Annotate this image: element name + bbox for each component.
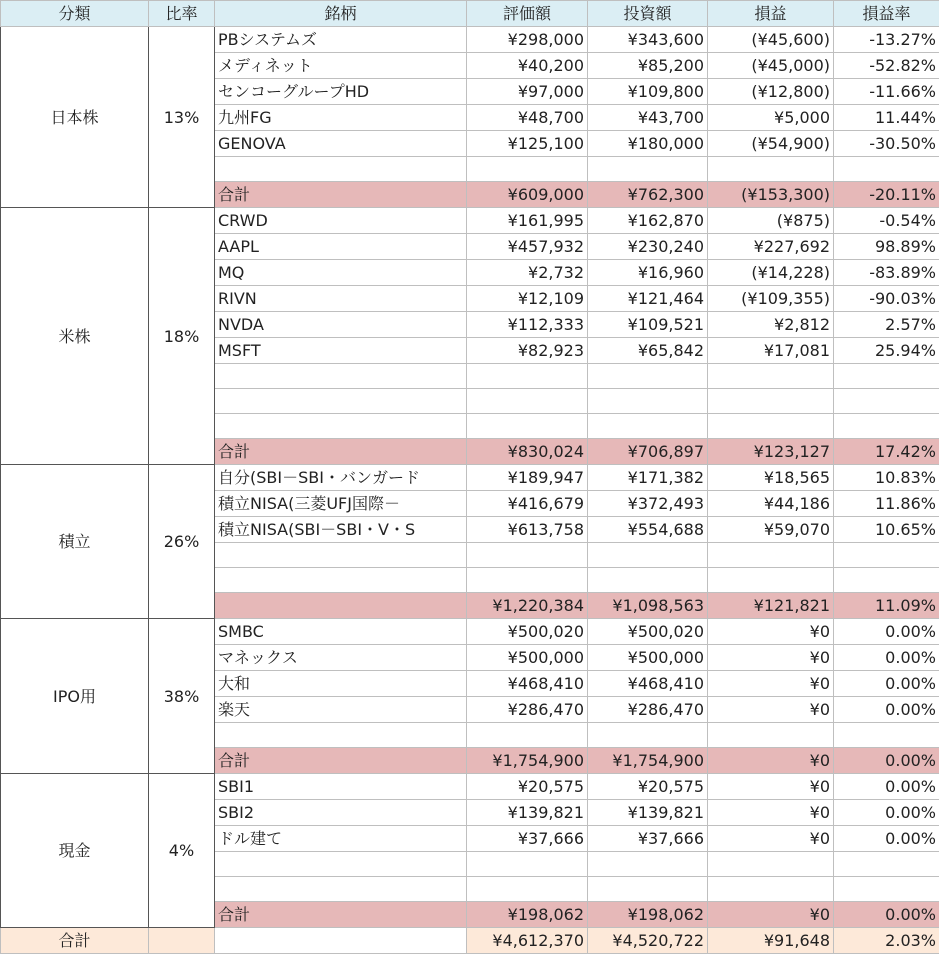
- subtotal-invest[interactable]: ¥706,897: [588, 439, 708, 465]
- pl-cell[interactable]: ¥0: [708, 800, 834, 826]
- subtotal-invest[interactable]: ¥762,300: [588, 182, 708, 208]
- empty-cell[interactable]: [215, 723, 467, 748]
- invest-cell[interactable]: ¥139,821: [588, 800, 708, 826]
- empty-cell[interactable]: [708, 364, 834, 389]
- pl-cell[interactable]: ¥44,186: [708, 491, 834, 517]
- grand-total-rate[interactable]: 2.03%: [834, 928, 939, 954]
- header-cell-pl[interactable]: 損益: [708, 1, 834, 27]
- subtotal-rate[interactable]: 17.42%: [834, 439, 939, 465]
- table-row: [1, 465, 939, 491]
- name-cell[interactable]: SMBC: [215, 619, 467, 645]
- invest-cell[interactable]: ¥230,240: [588, 234, 708, 260]
- pl-cell[interactable]: ¥17,081: [708, 338, 834, 364]
- ratio-cell[interactable]: 13%: [149, 27, 215, 208]
- invest-cell[interactable]: ¥171,382: [588, 465, 708, 491]
- subtotal-pl[interactable]: (¥153,300): [708, 182, 834, 208]
- name-cell[interactable]: GENOVA: [215, 131, 467, 157]
- value-cell[interactable]: ¥12,109: [467, 286, 588, 312]
- value-cell[interactable]: ¥286,470: [467, 697, 588, 723]
- category-cell[interactable]: 現金: [1, 774, 149, 928]
- invest-cell[interactable]: ¥500,000: [588, 645, 708, 671]
- invest-cell[interactable]: ¥180,000: [588, 131, 708, 157]
- grand-total-label[interactable]: 合計: [1, 928, 149, 954]
- category-cell[interactable]: 米株: [1, 208, 149, 465]
- value-cell[interactable]: ¥112,333: [467, 312, 588, 338]
- value-cell[interactable]: ¥125,100: [467, 131, 588, 157]
- subtotal-rate[interactable]: 0.00%: [834, 748, 939, 774]
- grand-total-row: [1, 928, 939, 954]
- name-cell[interactable]: 積立NISA(SBI－SBI・V・S: [215, 517, 467, 543]
- name-cell[interactable]: RIVN: [215, 286, 467, 312]
- empty-cell[interactable]: [215, 414, 467, 439]
- rate-cell[interactable]: 10.65%: [834, 517, 939, 543]
- grand-total-ratio[interactable]: [149, 928, 215, 954]
- rate-cell[interactable]: -83.89%: [834, 260, 939, 286]
- rate-cell[interactable]: -0.54%: [834, 208, 939, 234]
- pl-cell[interactable]: ¥0: [708, 826, 834, 852]
- value-cell[interactable]: ¥416,679: [467, 491, 588, 517]
- value-cell[interactable]: ¥613,758: [467, 517, 588, 543]
- category-cell[interactable]: 積立: [1, 465, 149, 619]
- name-cell[interactable]: AAPL: [215, 234, 467, 260]
- category-cell[interactable]: 日本株: [1, 27, 149, 208]
- value-cell[interactable]: ¥457,932: [467, 234, 588, 260]
- name-cell[interactable]: 自分(SBI－SBI・バンガード: [215, 465, 467, 491]
- empty-cell[interactable]: [708, 568, 834, 593]
- pl-cell[interactable]: ¥0: [708, 774, 834, 800]
- empty-cell[interactable]: [467, 723, 588, 748]
- invest-cell[interactable]: ¥20,575: [588, 774, 708, 800]
- value-cell[interactable]: ¥500,020: [467, 619, 588, 645]
- empty-cell[interactable]: [215, 157, 467, 182]
- subtotal-label[interactable]: 合計: [215, 748, 467, 774]
- empty-cell[interactable]: [467, 568, 588, 593]
- value-cell[interactable]: ¥82,923: [467, 338, 588, 364]
- subtotal-pl[interactable]: ¥0: [708, 748, 834, 774]
- pl-cell[interactable]: (¥875): [708, 208, 834, 234]
- grand-total-name[interactable]: [215, 928, 467, 954]
- empty-cell[interactable]: [708, 852, 834, 877]
- pl-cell[interactable]: ¥0: [708, 645, 834, 671]
- rate-cell[interactable]: 0.00%: [834, 800, 939, 826]
- name-cell[interactable]: 楽天: [215, 697, 467, 723]
- invest-cell[interactable]: ¥162,870: [588, 208, 708, 234]
- empty-cell[interactable]: [467, 157, 588, 182]
- value-cell[interactable]: ¥139,821: [467, 800, 588, 826]
- empty-cell[interactable]: [834, 364, 939, 389]
- rate-cell[interactable]: 10.83%: [834, 465, 939, 491]
- rate-cell[interactable]: 11.86%: [834, 491, 939, 517]
- pl-cell[interactable]: (¥45,600): [708, 27, 834, 53]
- invest-cell[interactable]: ¥109,800: [588, 79, 708, 105]
- ratio-cell[interactable]: 38%: [149, 619, 215, 774]
- rate-cell[interactable]: 0.00%: [834, 671, 939, 697]
- subtotal-value[interactable]: ¥830,024: [467, 439, 588, 465]
- grand-total-invest[interactable]: ¥4,520,722: [588, 928, 708, 954]
- rate-cell[interactable]: 0.00%: [834, 645, 939, 671]
- pl-cell[interactable]: (¥45,000): [708, 53, 834, 79]
- header-cell-name[interactable]: 銘柄: [215, 1, 467, 27]
- subtotal-label[interactable]: 合計: [215, 439, 467, 465]
- rate-cell[interactable]: -52.82%: [834, 53, 939, 79]
- empty-cell[interactable]: [467, 364, 588, 389]
- empty-cell[interactable]: [215, 389, 467, 414]
- empty-cell[interactable]: [467, 414, 588, 439]
- empty-cell[interactable]: [708, 723, 834, 748]
- empty-cell[interactable]: [588, 877, 708, 902]
- value-cell[interactable]: ¥48,700: [467, 105, 588, 131]
- invest-cell[interactable]: ¥37,666: [588, 826, 708, 852]
- invest-cell[interactable]: ¥16,960: [588, 260, 708, 286]
- invest-cell[interactable]: ¥65,842: [588, 338, 708, 364]
- empty-cell[interactable]: [834, 157, 939, 182]
- subtotal-label[interactable]: 合計: [215, 182, 467, 208]
- subtotal-label[interactable]: 合計: [215, 902, 467, 928]
- header-cell-invest[interactable]: 投資額: [588, 1, 708, 27]
- name-cell[interactable]: メディネット: [215, 53, 467, 79]
- rate-cell[interactable]: 11.44%: [834, 105, 939, 131]
- empty-cell[interactable]: [467, 389, 588, 414]
- invest-cell[interactable]: ¥109,521: [588, 312, 708, 338]
- name-cell[interactable]: 大和: [215, 671, 467, 697]
- empty-cell[interactable]: [708, 414, 834, 439]
- name-cell[interactable]: SBI2: [215, 800, 467, 826]
- pl-cell[interactable]: ¥0: [708, 697, 834, 723]
- rate-cell[interactable]: -13.27%: [834, 27, 939, 53]
- empty-cell[interactable]: [834, 877, 939, 902]
- empty-cell[interactable]: [588, 543, 708, 568]
- subtotal-rate[interactable]: 0.00%: [834, 902, 939, 928]
- empty-cell[interactable]: [215, 852, 467, 877]
- ratio-cell[interactable]: 26%: [149, 465, 215, 619]
- invest-cell[interactable]: ¥43,700: [588, 105, 708, 131]
- empty-cell[interactable]: [215, 568, 467, 593]
- grand-total-pl[interactable]: ¥91,648: [708, 928, 834, 954]
- value-cell[interactable]: ¥2,732: [467, 260, 588, 286]
- rate-cell[interactable]: -90.03%: [834, 286, 939, 312]
- pl-cell[interactable]: ¥0: [708, 619, 834, 645]
- value-cell[interactable]: ¥500,000: [467, 645, 588, 671]
- subtotal-value[interactable]: ¥1,220,384: [467, 593, 588, 619]
- rate-cell[interactable]: 0.00%: [834, 697, 939, 723]
- header-cell-value[interactable]: 評価額: [467, 1, 588, 27]
- subtotal-invest[interactable]: ¥1,098,563: [588, 593, 708, 619]
- rate-cell[interactable]: 0.00%: [834, 774, 939, 800]
- empty-cell[interactable]: [834, 389, 939, 414]
- subtotal-value[interactable]: ¥609,000: [467, 182, 588, 208]
- pl-cell[interactable]: (¥14,228): [708, 260, 834, 286]
- name-cell[interactable]: センコーグループHD: [215, 79, 467, 105]
- subtotal-rate[interactable]: 11.09%: [834, 593, 939, 619]
- header-row: [1, 1, 939, 27]
- name-cell[interactable]: NVDA: [215, 312, 467, 338]
- subtotal-pl[interactable]: ¥0: [708, 902, 834, 928]
- invest-cell[interactable]: ¥286,470: [588, 697, 708, 723]
- value-cell[interactable]: ¥161,995: [467, 208, 588, 234]
- empty-cell[interactable]: [834, 723, 939, 748]
- invest-cell[interactable]: ¥500,020: [588, 619, 708, 645]
- empty-cell[interactable]: [215, 877, 467, 902]
- name-cell[interactable]: MSFT: [215, 338, 467, 364]
- value-cell[interactable]: ¥40,200: [467, 53, 588, 79]
- value-cell[interactable]: ¥37,666: [467, 826, 588, 852]
- empty-cell[interactable]: [588, 852, 708, 877]
- table-row: [1, 27, 939, 53]
- subtotal-rate[interactable]: -20.11%: [834, 182, 939, 208]
- empty-cell[interactable]: [834, 852, 939, 877]
- invest-cell[interactable]: ¥554,688: [588, 517, 708, 543]
- value-cell[interactable]: ¥189,947: [467, 465, 588, 491]
- subtotal-pl[interactable]: ¥121,821: [708, 593, 834, 619]
- rate-cell[interactable]: 25.94%: [834, 338, 939, 364]
- subtotal-value[interactable]: ¥1,754,900: [467, 748, 588, 774]
- rate-cell[interactable]: 2.57%: [834, 312, 939, 338]
- empty-cell[interactable]: [708, 543, 834, 568]
- table-body: [1, 1, 939, 954]
- invest-cell[interactable]: ¥468,410: [588, 671, 708, 697]
- grand-total-value[interactable]: ¥4,612,370: [467, 928, 588, 954]
- pl-cell[interactable]: ¥59,070: [708, 517, 834, 543]
- name-cell[interactable]: MQ: [215, 260, 467, 286]
- empty-cell[interactable]: [215, 364, 467, 389]
- value-cell[interactable]: ¥468,410: [467, 671, 588, 697]
- invest-cell[interactable]: ¥85,200: [588, 53, 708, 79]
- rate-cell[interactable]: 0.00%: [834, 619, 939, 645]
- name-cell[interactable]: CRWD: [215, 208, 467, 234]
- name-cell[interactable]: ドル建て: [215, 826, 467, 852]
- category-cell[interactable]: IPO用: [1, 619, 149, 774]
- invest-cell[interactable]: ¥343,600: [588, 27, 708, 53]
- pl-cell[interactable]: ¥2,812: [708, 312, 834, 338]
- table-row: [1, 619, 939, 645]
- empty-cell[interactable]: [467, 543, 588, 568]
- pl-cell[interactable]: (¥54,900): [708, 131, 834, 157]
- empty-cell[interactable]: [588, 157, 708, 182]
- rate-cell[interactable]: 0.00%: [834, 826, 939, 852]
- empty-cell[interactable]: [215, 543, 467, 568]
- value-cell[interactable]: ¥298,000: [467, 27, 588, 53]
- subtotal-value[interactable]: ¥198,062: [467, 902, 588, 928]
- empty-cell[interactable]: [467, 877, 588, 902]
- pl-cell[interactable]: (¥12,800): [708, 79, 834, 105]
- header-cell-ratio[interactable]: 比率: [149, 1, 215, 27]
- header-cell-category[interactable]: 分類: [1, 1, 149, 27]
- name-cell[interactable]: 九州FG: [215, 105, 467, 131]
- rate-cell[interactable]: -30.50%: [834, 131, 939, 157]
- empty-cell[interactable]: [588, 414, 708, 439]
- name-cell[interactable]: マネックス: [215, 645, 467, 671]
- ratio-cell[interactable]: 4%: [149, 774, 215, 928]
- invest-cell[interactable]: ¥121,464: [588, 286, 708, 312]
- rate-cell[interactable]: -11.66%: [834, 79, 939, 105]
- name-cell[interactable]: PBシステムズ: [215, 27, 467, 53]
- invest-cell[interactable]: ¥372,493: [588, 491, 708, 517]
- subtotal-label[interactable]: [215, 593, 467, 619]
- empty-cell[interactable]: [588, 389, 708, 414]
- table-row: [1, 774, 939, 800]
- name-cell[interactable]: 積立NISA(三菱UFJ国際－: [215, 491, 467, 517]
- empty-cell[interactable]: [588, 723, 708, 748]
- empty-cell[interactable]: [834, 414, 939, 439]
- table-row: [1, 208, 939, 234]
- name-cell[interactable]: SBI1: [215, 774, 467, 800]
- empty-cell[interactable]: [588, 568, 708, 593]
- empty-cell[interactable]: [467, 852, 588, 877]
- empty-cell[interactable]: [834, 543, 939, 568]
- pl-cell[interactable]: ¥18,565: [708, 465, 834, 491]
- rate-cell[interactable]: 98.89%: [834, 234, 939, 260]
- ratio-cell[interactable]: 18%: [149, 208, 215, 465]
- empty-cell[interactable]: [834, 568, 939, 593]
- subtotal-invest[interactable]: ¥1,754,900: [588, 748, 708, 774]
- empty-cell[interactable]: [708, 157, 834, 182]
- value-cell[interactable]: ¥97,000: [467, 79, 588, 105]
- empty-cell[interactable]: [708, 389, 834, 414]
- empty-cell[interactable]: [588, 364, 708, 389]
- pl-cell[interactable]: ¥227,692: [708, 234, 834, 260]
- pl-cell[interactable]: ¥0: [708, 671, 834, 697]
- pl-cell[interactable]: ¥5,000: [708, 105, 834, 131]
- pl-cell[interactable]: (¥109,355): [708, 286, 834, 312]
- header-cell-rate[interactable]: 損益率: [834, 1, 939, 27]
- empty-cell[interactable]: [708, 877, 834, 902]
- subtotal-invest[interactable]: ¥198,062: [588, 902, 708, 928]
- subtotal-pl[interactable]: ¥123,127: [708, 439, 834, 465]
- value-cell[interactable]: ¥20,575: [467, 774, 588, 800]
